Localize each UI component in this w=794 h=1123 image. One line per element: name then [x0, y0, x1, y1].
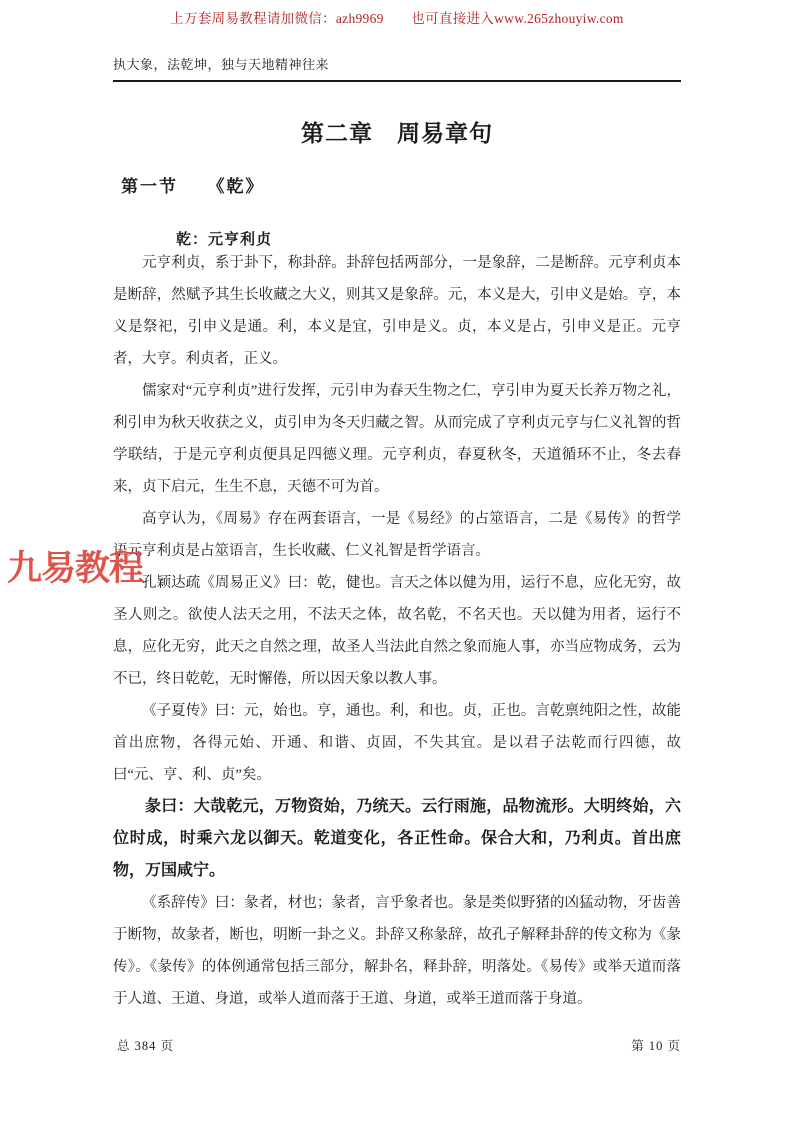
paragraph-rujia-fahui: 儒家对“元亨利贞”进行发挥，元引申为春天生物之仁，亨引申为夏天长养万物之礼，利引申为秋天收获之义，贞引申为冬天归藏之智。从而完成了亨利贞元亨与仁义礼智的哲学联结，于是元亨利贞便具足四德义理。元亨利贞，春夏秋冬，天道循环不止，冬去春来，贞下启元，生生不息，天德不可为首。: [113, 383, 681, 495]
paragraph-gaoheng-view: 高亨认为，《周易》存在两套语言，一是《易经》的占筮语言，二是《易传》的哲学语元亨利贞是占筮语言，生长收藏、仁义礼智是哲学语言。: [113, 511, 681, 559]
running-header-motto: 执大象，法乾坤，独与天地精神往来: [113, 54, 681, 82]
subsection-heading: 乾：元亨利贞: [176, 231, 273, 248]
paragraph-tuan-quote: 彖曰：大哉乾元，万物资始，乃统天。云行雨施，品物流形。大明终始，六位时成，时乘六龙以御天。乾道变化，各正性命。保合大和，乃利贞。首出庶物，万国咸宁。: [113, 798, 681, 879]
watermark-text: 九易教程: [7, 549, 144, 588]
paragraph-zixia-zhuan: 《子夏传》曰：元，始也。亨，通也。利，和也。贞，正也。言乾禀纯阳之性，故能首出庶物，各得元始、开通、和谐、贞固，不失其宜。是以君子法乾而行四德，故曰“元、亨、利、贞”矣。: [113, 703, 681, 783]
paragraph-xici-zhuan: 《系辞传》曰：彖者，材也；彖者，言乎象者也。彖是类似野猪的凶猛动物，牙齿善于断物，故彖者，断也，明断一卦之义。卦辞又称彖辞，故孔子解释卦辞的传文称为《彖传》。《彖传》的体例通常包括三部分，解卦名，释卦辞，明落处。《易传》或举天道而落于人道、王道、身道，或举人道而落于王道、身道，或举王道而落于身道。: [113, 895, 681, 1007]
paragraph-guaci-intro: 元亨利贞，系于卦下，称卦辞。卦辞包括两部分，一是象辞，二是断辞。元亨利贞本是断辞，然赋予其生长收藏之大义，则其又是象辞。元，本义是大，引申义是始。亨，本义是祭祀，引申义是通。利，本义是宜，引申是义。贞，本义是占，引申义是正。元亨者，大亨。利贞者，正义。: [113, 255, 681, 367]
paragraph-kongyingda-shu: 孔颖达疏《周易正义》曰：乾，健也。言天之体以健为用，运行不息，应化无穷，故圣人则之。欲使人法天之用，不法天之体，故名乾，不名天也。天以健为用者，运行不息，应化无穷，此天之自然之理，故圣人当法此自然之象而施人事，亦当应物成务，云为不已，终日乾乾，无时懈倦，所以因天象以教人事。: [113, 575, 681, 687]
chapter-title: 第二章 周易章句: [301, 120, 493, 147]
footer-total-pages: 总 384 页: [117, 1039, 175, 1053]
section-heading: 第一节 《乾》: [121, 177, 265, 197]
footer-current-page: 第 10 页: [631, 1039, 681, 1053]
body-text: [113, 247, 681, 1015]
promo-banner-text: 上万套周易教程请加微信：azh9969 也可直接进入www.265zhouyiw.com: [170, 11, 624, 26]
